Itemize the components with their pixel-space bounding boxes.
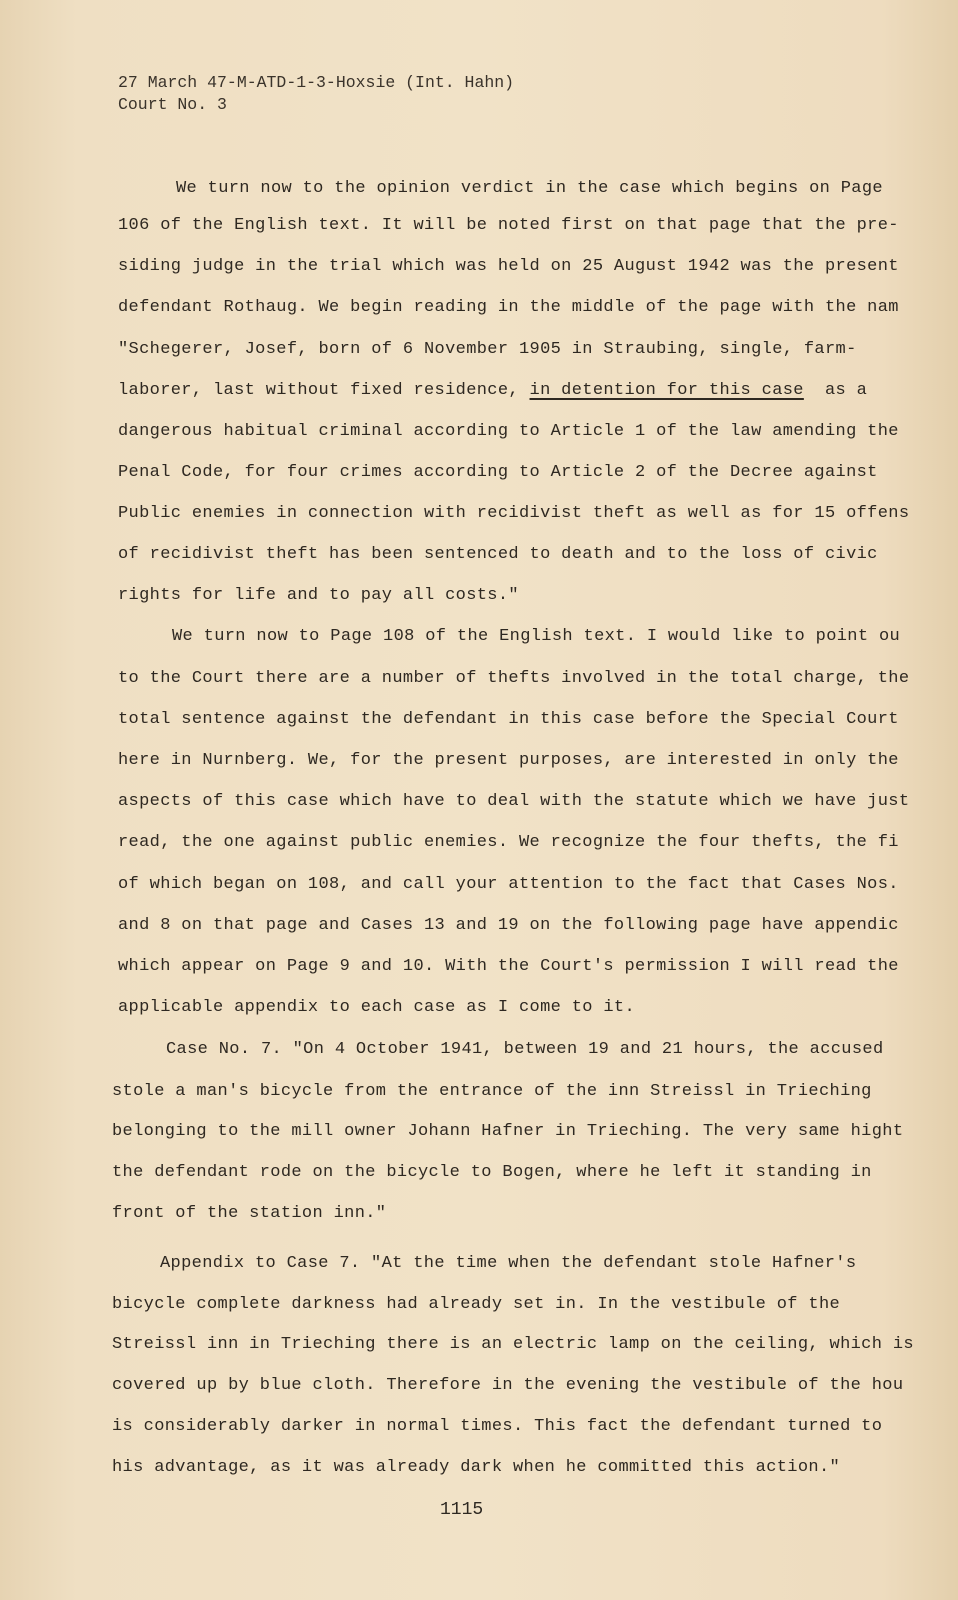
line-text: the defendant rode on the bicycle to Bogen, where he left it standing in [112, 1163, 872, 1182]
line-text: Public enemies in connection with recidivist theft as well as for 15 offens [118, 504, 910, 523]
line-text: 106 of the English text. It will be noted first on that page that the pre- [118, 216, 899, 235]
text-line [118, 998, 635, 1017]
line-text: his advantage, as it was already dark when he committed this action." [112, 1458, 841, 1477]
text-line [112, 1122, 903, 1141]
text-line [118, 710, 899, 729]
text-line [118, 833, 899, 852]
text-line [112, 1458, 840, 1477]
line-text: front of the station inn." [112, 1204, 387, 1223]
line-text: which appear on Page 9 and 10. With the Court's permission I will read the [118, 957, 899, 976]
line-text: and 8 on that page and Cases 13 and 19 on the following page have appendic [118, 916, 899, 935]
text-line [160, 1254, 856, 1273]
text-line [166, 1040, 884, 1059]
text-line [118, 875, 899, 894]
line-text: total sentence against the defendant in this case before the Special Court [118, 710, 899, 729]
text-line [118, 916, 899, 935]
line-text-tail: as a [803, 381, 868, 400]
page-number: 1115 [440, 1500, 484, 1520]
text-line [118, 298, 899, 317]
text-line [118, 381, 867, 400]
text-line [118, 257, 899, 276]
line-text: laborer, last without fixed residence, [118, 381, 530, 400]
underlined-phrase: in detention for this case [529, 381, 804, 400]
line-text: Penal Code, for four crimes according to Article 2 of the Decree against [118, 463, 878, 482]
text-line [118, 422, 899, 441]
line-text: We turn now to Page 108 of the English text. I would like to point ou [172, 627, 901, 646]
line-text: of which began on 108, and call your attention to the fact that Cases Nos. [118, 875, 899, 894]
text-line [112, 1335, 914, 1354]
line-text: belonging to the mill owner Johann Hafner in Trieching. The very same hight [112, 1122, 904, 1141]
text-line [118, 669, 909, 688]
line-text: bicycle complete darkness had already set in. In the vestibule of the [112, 1295, 841, 1314]
line-text: applicable appendix to each case as I come to it. [118, 998, 636, 1017]
text-line [172, 627, 900, 646]
line-text: to the Court there are a number of thefts involved in the total charge, the [118, 669, 910, 688]
line-text: here in Nurnberg. We, for the present purposes, are interested in only the [118, 751, 899, 770]
text-line [112, 1082, 872, 1101]
text-line [112, 1163, 872, 1182]
text-line [118, 504, 909, 523]
line-text: covered up by blue cloth. Therefore in the evening the vestibule of the hou [112, 1376, 904, 1395]
header-line-2: Court No. 3 [118, 95, 227, 114]
line-text: "Schegerer, Josef, born of 6 November 1905 in Straubing, single, farm- [118, 340, 857, 359]
line-text: of recidivist theft has been sentenced to death and to the loss of civic [118, 545, 878, 564]
line-text: rights for life and to pay all costs." [118, 586, 519, 605]
text-line [176, 179, 883, 198]
text-line [118, 792, 909, 811]
line-text: read, the one against public enemies. We recognize the four thefts, the fi [118, 833, 899, 852]
text-line [118, 957, 899, 976]
line-text: Appendix to Case 7. "At the time when the defendant stole Hafner's [160, 1254, 857, 1273]
header-line-1: 27 March 47-M-ATD-1-3-Hoxsie (Int. Hahn) [118, 73, 515, 92]
text-line [112, 1417, 882, 1436]
text-line [118, 216, 899, 235]
line-text: Streissl inn in Trieching there is an electric lamp on the ceiling, which is [112, 1335, 914, 1354]
text-line [118, 586, 519, 605]
line-text: siding judge in the trial which was held on 25 August 1942 was the present [118, 257, 899, 276]
line-text: aspects of this case which have to deal with the statute which we have just [118, 792, 910, 811]
line-text: is considerably darker in normal times. This fact the defendant turned to [112, 1417, 883, 1436]
text-line [118, 340, 857, 359]
text-line [112, 1204, 386, 1223]
line-text: defendant Rothaug. We begin reading in the middle of the page with the nam [118, 298, 899, 317]
text-line [112, 1376, 903, 1395]
line-text: dangerous habitual criminal according to Article 1 of the law amending the [118, 422, 899, 441]
text-line [118, 463, 878, 482]
line-text: We turn now to the opinion verdict in the case which begins on Page [176, 179, 883, 198]
line-text: stole a man's bicycle from the entrance of the inn Streissl in Trieching [112, 1082, 872, 1101]
text-line [112, 1295, 840, 1314]
text-line [118, 545, 878, 564]
line-text: Case No. 7. "On 4 October 1941, between 19 and 21 hours, the accused [166, 1040, 884, 1059]
text-line [118, 751, 899, 770]
